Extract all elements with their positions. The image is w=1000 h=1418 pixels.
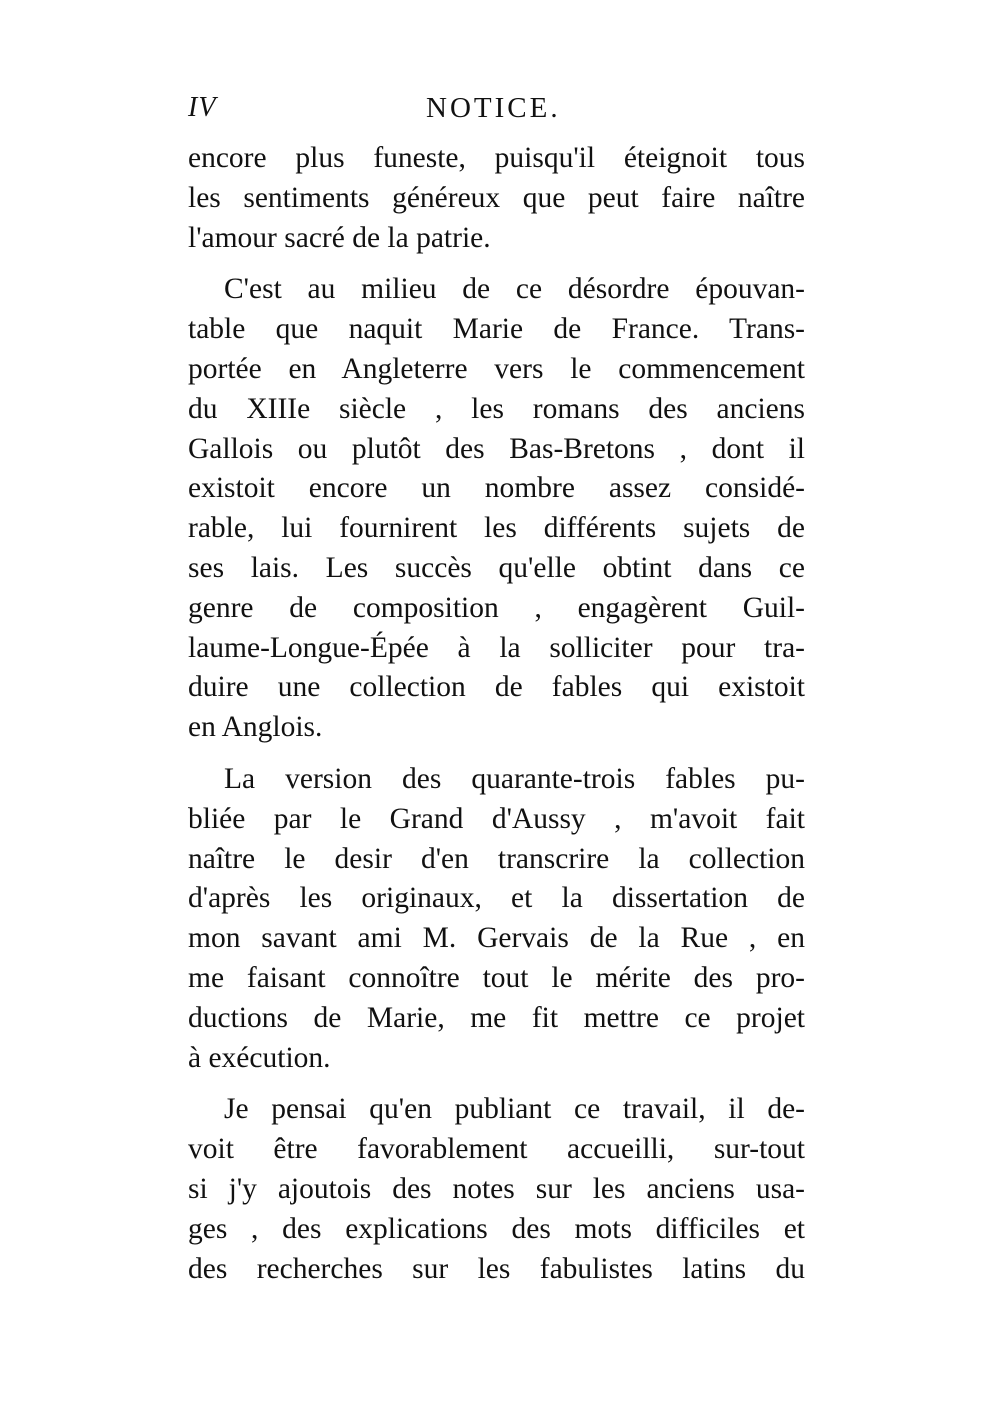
running-title: NOTICE. — [426, 92, 561, 124]
text-line: portée en Angleterre vers le commencement — [188, 352, 805, 385]
text-line: les sentiments généreux que peut faire naître — [188, 181, 805, 214]
paragraph-4 — [188, 1090, 805, 1289]
paragraph-2 — [188, 270, 805, 748]
text-line: l'amour sacré de la patrie. — [188, 221, 491, 254]
paragraph-gap — [188, 1078, 805, 1090]
text-line: ges , des explications des mots difficiles et — [188, 1212, 805, 1245]
text-line: Je pensai qu'en publiant ce travail, il de- — [224, 1093, 805, 1126]
text-line: La version des quarante-trois fables pu- — [224, 762, 805, 795]
page-number: IV — [188, 92, 217, 123]
paragraph-gap — [188, 258, 805, 270]
text-line: Gallois ou plutôt des Bas-Bretons , dont il — [188, 432, 805, 465]
text-line: à exécution. — [188, 1041, 331, 1074]
text-line: duire une collection de fables qui existoit — [188, 671, 805, 704]
text-line: naître le desir d'en transcrire la collection — [188, 842, 805, 875]
text-line: existoit encore un nombre assez considé- — [188, 472, 805, 505]
text-line: me faisant connoître tout le mérite des pro- — [188, 961, 805, 994]
text-line: bliée par le Grand d'Aussy , m'avoit fait — [188, 802, 805, 835]
text-line: table que naquit Marie de France. Trans- — [188, 313, 805, 346]
text-line: C'est au milieu de ce désordre épouvan- — [224, 273, 805, 306]
text-line: voit être favorablement accueilli, sur-tout — [188, 1133, 805, 1166]
paragraph-gap — [188, 748, 805, 760]
text-line: d'après les originaux, et la dissertation de — [188, 882, 805, 915]
text-line: du XIIIe siècle , les romans des anciens — [188, 392, 805, 425]
paragraph-1 — [188, 139, 805, 258]
text-line: ses lais. Les succès qu'elle obtint dans ce — [188, 551, 805, 584]
text-line: rable, lui fournirent les différents sujets de — [188, 512, 805, 545]
paragraph-3 — [188, 760, 805, 1078]
text-line: mon savant ami M. Gervais de la Rue , en — [188, 922, 805, 955]
text-line: genre de composition , engagèrent Guil- — [188, 591, 805, 624]
text-line: des recherches sur les fabulistes latins du — [188, 1252, 805, 1285]
running-head — [188, 92, 805, 132]
text-line: si j'y ajoutois des notes sur les anciens usa- — [188, 1172, 805, 1205]
text-line: laume-Longue-Épée à la solliciter pour tra- — [188, 631, 805, 664]
text-body — [188, 139, 805, 1289]
text-line: ductions de Marie, me fit mettre ce projet — [188, 1001, 805, 1034]
text-line: en Anglois. — [188, 711, 323, 744]
text-line: encore plus funeste, puisqu'il éteignoit tous — [188, 142, 805, 174]
